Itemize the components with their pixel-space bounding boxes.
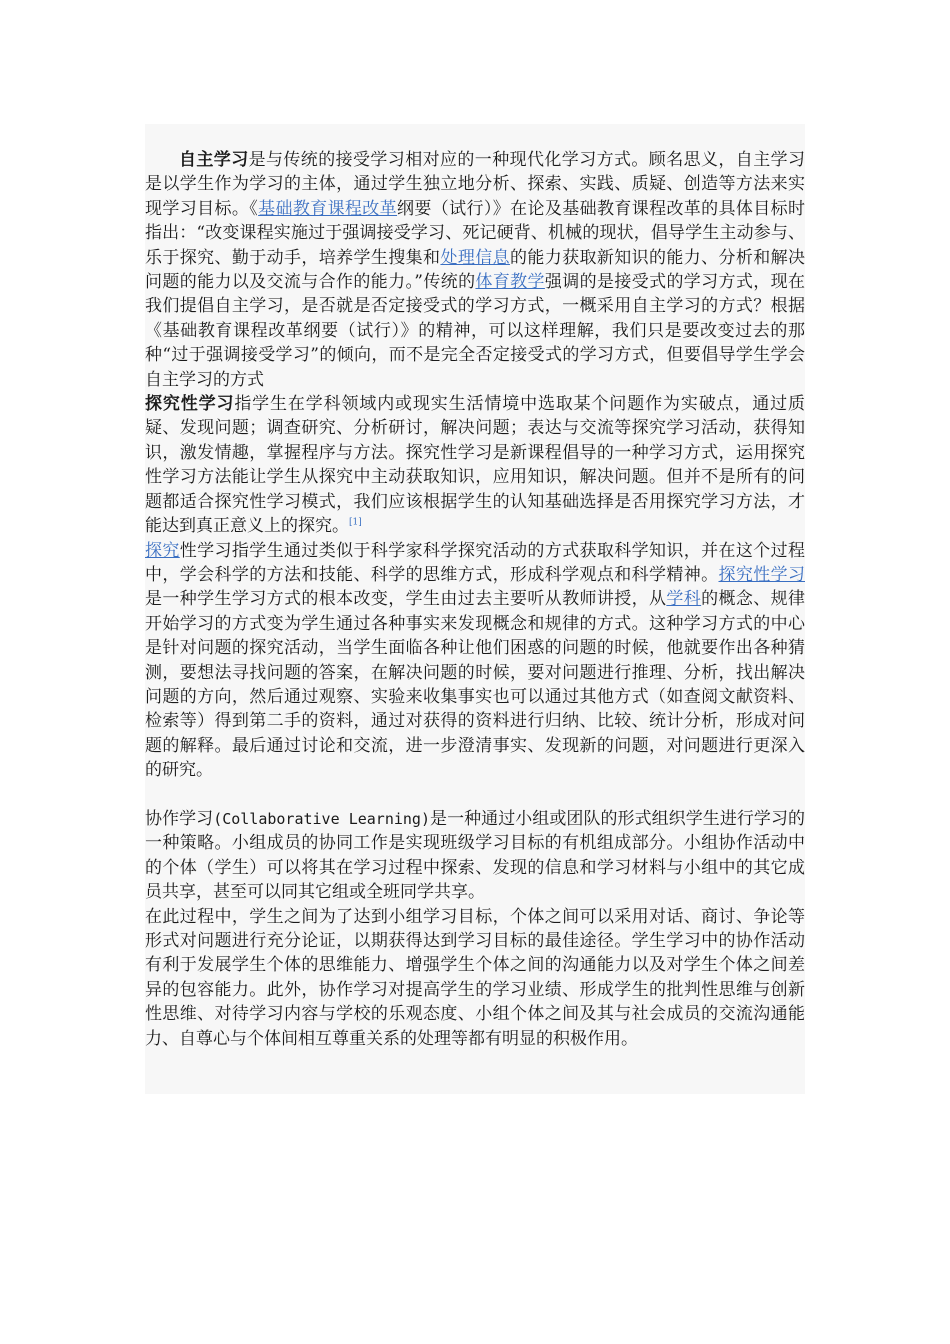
paragraph-gap <box>145 783 805 807</box>
link-basic-education-reform[interactable]: 基础教育课程改革 <box>258 198 398 219</box>
link-subject[interactable]: 学科 <box>666 589 702 610</box>
text-span: 协作学习 <box>145 808 214 829</box>
text-span: 的概念、规律开始学习的方式变为学生通过各种事实来发现概念和规律的方式。这种学习方式的中心是针对问题的探究活动，当学生面临各种让他们困惑的问题的时候，他就要作出各种猜测，要想法寻找问题的答案，在解决问题的时候，要对问题进行推理、分析，找出解决问题的方向，然后通过观察、实验来收集事实也可以通过其他方式（如查阅文献资料、检索等）得到第二手的资料，通过对获得的资料进行归纳、比较、统计分析，形成对问题的解释。最后通过讨论和交流，进一步澄清事实、发现新的问题，对问题进行更深入的研究。 <box>145 589 805 781</box>
text-span: 是与传统的接受学习相对应的一种现代化学习方式。顾名思义，自主学习是以学生作为学习的主体，通过学生独立地分析、探索、实践、质疑、创造等方法来实现学习目标。《 <box>145 150 805 219</box>
text-span: 纲要（试行）》在论及基础教育课程改革的具体目标时指出：“改变课程实施过于强调接受学习、死记硬背、机械的现状，倡导学生主动参与、乐于探究、勤于动手，培养学生搜集和 <box>145 198 805 268</box>
text-span: 指学生在学科领域内或现实生活情境中选取某个问题作为实破点，通过质疑、发现问题；调查研究、分析研讨，解决问题；表达与交流等探究学习活动，获得知识，激发情趣，掌握程序与方法。探究性学习是新课程倡导的一种学习方式，运用探究性学习方法能让学生从探究中主动获取知识，应用知识，解决问题。但并不是所有的问题都适合探究性学习模式，我们应该根据学生的认知基础选择是否用探究学习方法，才能达到真正意义上的探究。 <box>145 394 805 537</box>
english-term: (Collaborative Learning) <box>213 809 430 828</box>
text-span: 的能力获取新知识的能力、分析和解决问题的能力以及交流与合作的能力。”传统的 <box>145 247 805 293</box>
term-inquiry-learning: 探究性学习 <box>145 394 235 415</box>
document-body <box>145 124 805 1094</box>
paragraph-inquiry-learning <box>145 392 805 538</box>
paragraph-autonomous-learning <box>145 124 805 392</box>
link-physical-education[interactable]: 体育教学 <box>475 272 545 293</box>
text-span: 性学习指学生通过类似于科学家科学探究活动的方式获取科学知识，并在这个过程中，学会科学的方法和技能、科学的思维方式，形成科学观点和科学精神。 <box>145 540 805 585</box>
text-span: 是一种学生学习方式的根本改变，学生由过去主要听从教师讲授，从 <box>145 589 667 610</box>
paragraph-collaborative-learning <box>145 807 805 905</box>
paragraph-collaboration-benefits <box>145 905 805 1051</box>
link-inquiry[interactable]: 探究 <box>145 540 180 561</box>
text-span: 在此过程中，学生之间为了达到小组学习目标，个体之间可以采用对话、商讨、争论等形式对问题进行充分论证，以期获得达到学习目标的最佳途径。学生学习中的协作活动有利于发展学生个体的思维能力、增强学生个体之间的沟通能力以及对学生个体之间差异的包容能力。此外，协作学习对提高学生的学习业绩、形成学生的批判性思维与创新性思维、对待学习内容与学校的乐观态度、小组个体之间及其与社会成员的交流沟通能力、自尊心与个体间相互尊重关系的处理等都有明显的积极作用。 <box>145 906 805 1049</box>
text-span: 是一种通过小组或团队的形式组织学生进行学习的一种策略。小组成员的协同工作是实现班级学习目标的有机组成部分。小组协作活动中的个体（学生）可以将其在学习过程中探索、发现的信息和学习材料与小组中的其它成员共享，甚至可以同其它组或全班同学共享。 <box>145 808 805 903</box>
paragraph-inquiry-explained <box>145 539 805 783</box>
link-information-processing[interactable]: 处理信息 <box>440 247 510 268</box>
reference-marker[interactable]: [1] <box>349 517 362 528</box>
link-inquiry-learning[interactable]: 探究性学习 <box>718 564 805 585</box>
term-autonomous-learning: 自主学习 <box>179 150 249 170</box>
text-span: 强调的是接受式的学习方式，现在我们提倡自主学习，是否就是否定接受式的学习方式，一概采用自主学习的方式？根据《基础教育课程改革纲要（试行）》的精神，可以这样理解，我们只是要改变过去的那种“过于强调接受学习”的倾向，而不是完全否定接受式的学习方式，但要倡导学生学会自主学习的方式 <box>145 272 805 390</box>
